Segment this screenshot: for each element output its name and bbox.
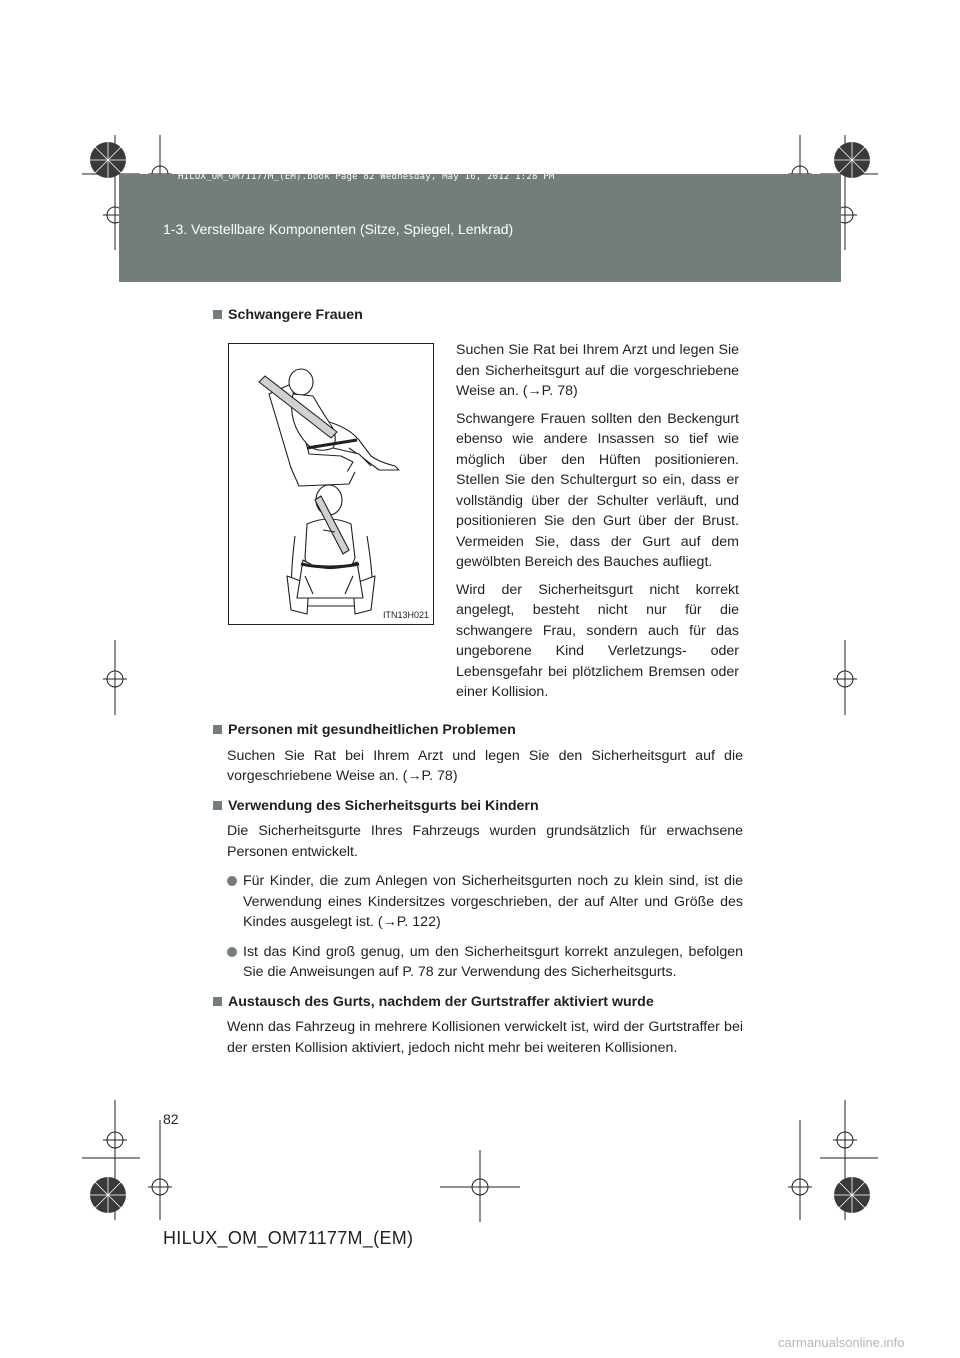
- round-bullet-icon: [227, 947, 237, 957]
- document-code: HILUX_OM_OM71177M_(EM): [163, 1228, 414, 1248]
- book-stamp: HILUX_OM_OM71177M_(EM).book Page 82 Wednesday, May 16, 2012 1:28 PM: [178, 172, 555, 182]
- paragraph: Suchen Sie Rat bei Ihrem Arzt und legen Sie den Sicherheitsgurt auf die vorgeschriebene Weise an. (→P. 78): [456, 342, 739, 399]
- paragraph: Wenn das Fahrzeug in mehrere Kollisionen verwickelt ist, wird der Gurtstraffer bei der ersten Kollision aktiviert, jedoch nicht mehr bei weiteren Kollisionen.: [227, 1019, 743, 1056]
- heading-children: Verwendung des Sicherheitsgurts bei Kindern: [213, 796, 743, 817]
- paragraph: Schwangere Frauen sollten den Beckengurt ebenso wie andere Insassen so tief wie möglich über den Hüften positionieren. Stellen Sie den Schultergurt so ein, dass er vollständig über der Schulter verläuft, und positionieren Sie den Gurt über der Brust. Vermeiden Sie, dass der Gurt auf dem gewölbten Bereich des Bauches aufliegt.: [456, 410, 739, 570]
- section-title: 1-3. Verstellbare Komponenten (Sitze, Spiegel, Lenkrad): [163, 221, 514, 237]
- round-bullet-icon: [227, 876, 237, 886]
- paragraph: Die Sicherheitsgurte Ihres Fahrzeugs wurden grundsätzlich für erwachsene Personen entwickelt.: [227, 823, 743, 860]
- square-bullet-icon: [213, 997, 222, 1006]
- main-content: [213, 305, 743, 326]
- figure-id: ITN13H021: [382, 610, 429, 620]
- illustration-pregnant-woman-seatbelt: [228, 343, 434, 625]
- list-item: Für Kinder, die zum Anlegen von Sicherheitsgurten noch zu klein sind, ist die Verwendung eines Kindersitzes vorgeschrieben, der auf Alter und Größe des Kindes ausgelegt ist. (→P. 122): [213, 871, 743, 933]
- page-number: 82: [163, 1111, 179, 1127]
- list-item: Ist das Kind groß genug, um den Sicherheitsgurt korrekt anzulegen, befolgen Sie die Anweisungen auf P. 78 zur Verwendung des Sicherheitsgurts.: [213, 942, 743, 983]
- heading-schwangere-frauen: Schwangere Frauen: [213, 305, 743, 326]
- heading-health-problems: Personen mit gesundheitlichen Problemen: [213, 720, 743, 741]
- square-bullet-icon: [213, 310, 222, 319]
- watermark: carmanualsonline.info: [778, 1335, 905, 1350]
- pregnant-woman-seatbelt-icon: [229, 344, 433, 624]
- square-bullet-icon: [213, 801, 222, 810]
- paragraph: Suchen Sie Rat bei Ihrem Arzt und legen Sie den Sicherheitsgurt auf die vorgeschriebene Weise an. (→P. 78): [227, 747, 743, 784]
- heading-pretensioner: Austausch des Gurts, nachdem der Gurtstraffer aktiviert wurde: [213, 992, 743, 1013]
- lower-content: [213, 720, 743, 1058]
- paragraph: Wird der Sicherheitsgurt nicht korrekt angelegt, besteht nicht nur für die schwangere Frau, sondern auch für das ungeborene Kind Verletzungs- oder Lebensgefahr bei plötzlichem Bremsen oder einer Kollision.: [456, 581, 739, 700]
- pregnant-women-text: [456, 340, 739, 710]
- square-bullet-icon: [213, 725, 222, 734]
